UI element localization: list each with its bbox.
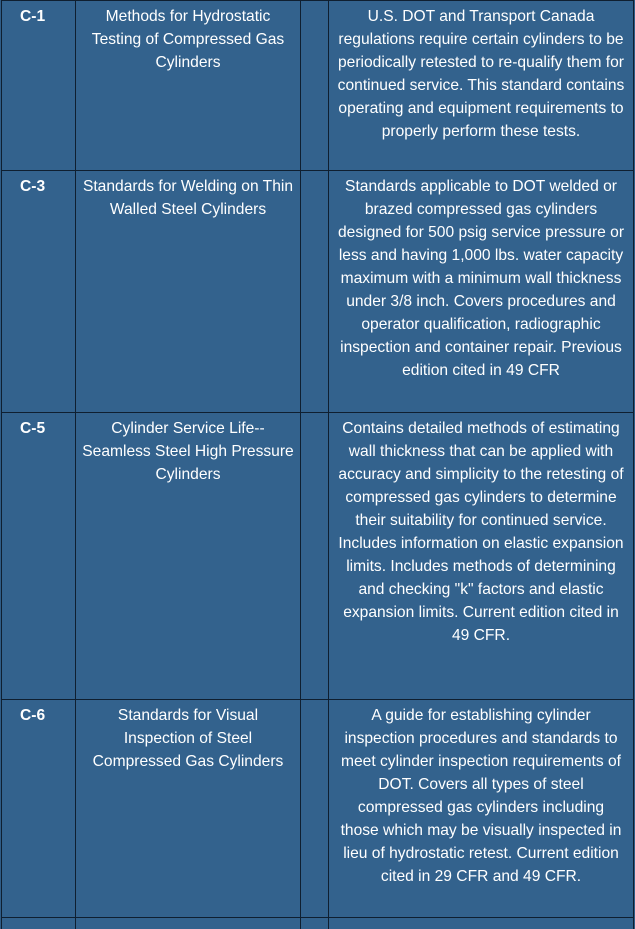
standard-code: C-6 xyxy=(2,700,76,918)
blank-cell xyxy=(301,413,329,700)
standard-title: Cylinder Service Life--Seamless Steel High Pressure Cylinders xyxy=(76,413,301,700)
table-row xyxy=(2,700,634,918)
blank-cell xyxy=(301,171,329,413)
standard-code: C-1 xyxy=(2,1,76,171)
blank-cell xyxy=(301,700,329,918)
blank-cell xyxy=(329,918,634,929)
table-row-partial xyxy=(2,918,634,929)
standard-title: Standards for Welding on Thin Walled Steel Cylinders xyxy=(76,171,301,413)
table-row xyxy=(2,171,634,413)
standard-description: Standards applicable to DOT welded or brazed compressed gas cylinders designed for 500 psig service pressure or less and having 1,000 lbs. water capacity maximum with a minimum wall thickness under 3/8 inch. Covers procedures and operator qualification, radiographic inspection and container repair. Previous edition cited in 49 CFR xyxy=(329,171,634,413)
standards-table xyxy=(1,0,634,929)
standard-title: Standards for Visual Inspection of Steel Compressed Gas Cylinders xyxy=(76,700,301,918)
table-row xyxy=(2,413,634,700)
blank-cell xyxy=(76,918,301,929)
table-row xyxy=(2,1,634,171)
blank-cell xyxy=(2,918,76,929)
standard-code: C-3 xyxy=(2,171,76,413)
blank-cell xyxy=(301,918,329,929)
standard-title: Methods for Hydrostatic Testing of Compressed Gas Cylinders xyxy=(76,1,301,171)
standard-description: A guide for establishing cylinder inspection procedures and standards to meet cylinder inspection requirements of DOT. Covers all types of steel compressed gas cylinders including those which may be visually inspected in lieu of hydrostatic retest. Current edition cited in 29 CFR and 49 CFR. xyxy=(329,700,634,918)
standard-description: Contains detailed methods of estimating wall thickness that can be applied with accuracy and simplicity to the retesting of compressed gas cylinders to determine their suitability for continued service. Includes information on elastic expansion limits. Includes methods of determining and checking "k" factors and elastic expansion limits. Current edition cited in 49 CFR. xyxy=(329,413,634,700)
standard-code: C-5 xyxy=(2,413,76,700)
blank-cell xyxy=(301,1,329,171)
standard-description: U.S. DOT and Transport Canada regulations require certain cylinders to be periodically retested to re-qualify them for continued service. This standard contains operating and equipment requirements to properly perform these tests. xyxy=(329,1,634,171)
